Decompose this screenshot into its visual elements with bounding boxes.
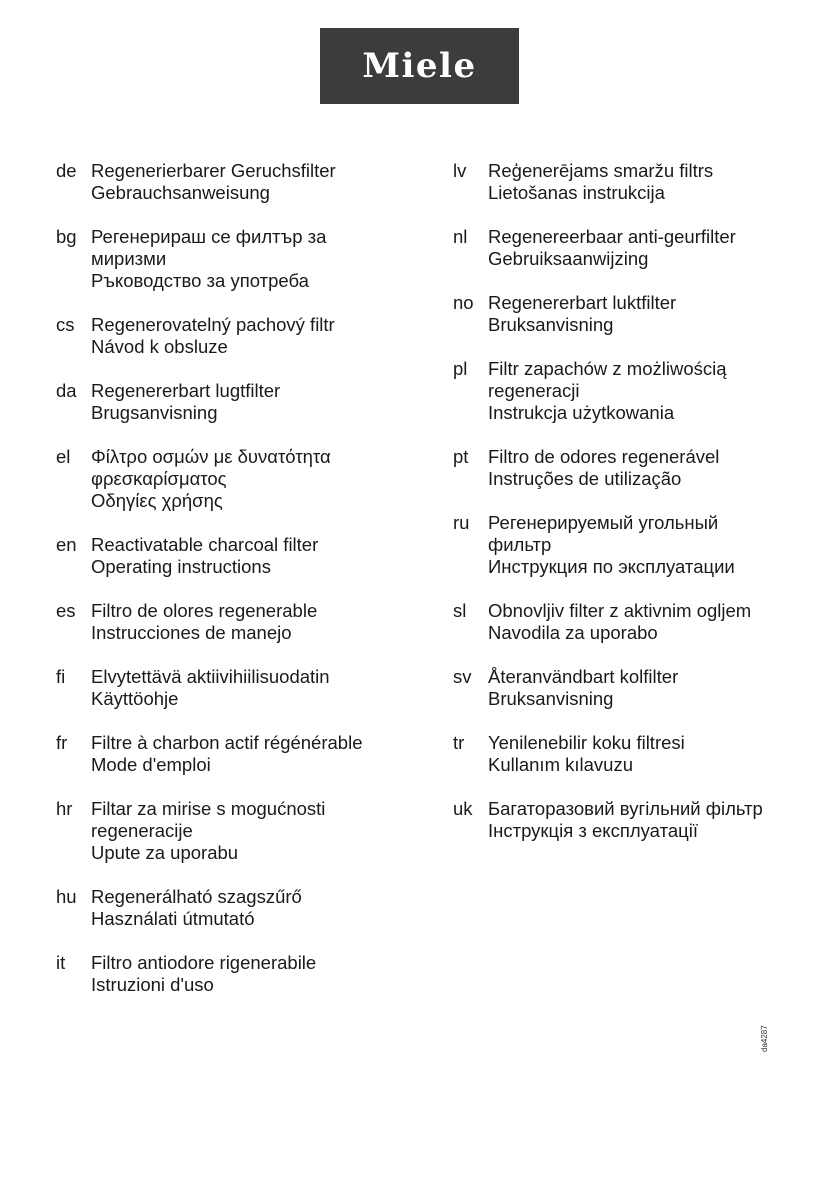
instructions-title: Instrucciones de manejo <box>91 622 292 643</box>
product-title-line: Регенерираш се филтър за <box>91 226 327 247</box>
product-title-line: regeneracije <box>91 820 193 841</box>
language-code: it <box>56 952 66 973</box>
instructions-title: Інструкція з експлуатації <box>488 820 698 841</box>
instructions-title: Gebruiksaanwijzing <box>488 248 649 269</box>
document-id: da4287 <box>760 1025 769 1052</box>
language-entry-cs <box>56 314 436 358</box>
language-text <box>91 446 436 512</box>
language-code: tr <box>453 732 465 753</box>
language-entry-de <box>56 160 436 204</box>
product-title-line: Filtro de olores regenerable <box>91 600 318 621</box>
language-text <box>488 446 823 490</box>
language-entry-tr <box>453 732 823 776</box>
language-text <box>488 732 823 776</box>
language-code: lv <box>453 160 467 181</box>
instructions-title: Käyttöohje <box>91 688 179 709</box>
language-code: fi <box>56 666 66 687</box>
language-text <box>91 886 436 930</box>
language-entry-uk <box>453 798 823 842</box>
language-entry-nl <box>453 226 823 270</box>
product-title-line: φρεσκαρίσματος <box>91 468 227 489</box>
language-text <box>488 292 823 336</box>
product-title-line: Регенерируемый угольный <box>488 512 719 533</box>
language-entry-bg <box>56 226 436 292</box>
product-title-line: Regenererbart lugtfilter <box>91 380 281 401</box>
language-code: sl <box>453 600 467 621</box>
language-code: da <box>56 380 77 401</box>
product-title-line: Elvytettävä aktiivihiilisuodatin <box>91 666 330 687</box>
right-language-column <box>453 160 823 864</box>
instructions-title: Brugsanvisning <box>91 402 218 423</box>
product-title-line: фильтр <box>488 534 552 555</box>
language-entry-lv <box>453 160 823 204</box>
language-code: uk <box>453 798 473 819</box>
language-text <box>91 534 436 578</box>
language-code: no <box>453 292 474 313</box>
language-code: de <box>56 160 77 181</box>
language-text <box>91 160 436 204</box>
language-text <box>91 600 436 644</box>
product-title-line: Φίλτρο οσμών με δυνατότητα <box>91 446 331 467</box>
language-code: el <box>56 446 71 467</box>
product-title-line: Regenerálható szagszűrő <box>91 886 302 907</box>
instructions-title: Használati útmutató <box>91 908 255 929</box>
instructions-title: Mode d'emploi <box>91 754 211 775</box>
instructions-title: Ръководство за употреба <box>91 270 309 291</box>
instructions-title: Kullanım kılavuzu <box>488 754 633 775</box>
language-entry-en <box>56 534 436 578</box>
language-code: hr <box>56 798 73 819</box>
product-title-line: Filtro antiodore rigenerabile <box>91 952 317 973</box>
instructions-title: Návod k obsluze <box>91 336 228 357</box>
language-code: fr <box>56 732 68 753</box>
instructions-title: Bruksanvisning <box>488 314 614 335</box>
language-entry-hr <box>56 798 436 864</box>
language-entry-el <box>56 446 436 512</box>
language-text <box>488 666 823 710</box>
product-title-line: Yenilenebilir koku filtresi <box>488 732 685 753</box>
instructions-title: Upute za uporabu <box>91 842 239 863</box>
language-text <box>91 732 436 776</box>
language-code: bg <box>56 226 77 247</box>
language-code: es <box>56 600 76 621</box>
language-entry-ru <box>453 512 823 578</box>
language-entry-es <box>56 600 436 644</box>
product-title-line: Багаторазовий вугільний фільтр <box>488 798 763 819</box>
language-entry-it <box>56 952 436 996</box>
brand-name: Miele <box>362 46 477 86</box>
language-entry-hu <box>56 886 436 930</box>
product-title-line: Filtar za mirise s mogućnosti <box>91 798 326 819</box>
language-entry-pl <box>453 358 823 424</box>
language-code: ru <box>453 512 470 533</box>
instructions-title: Lietošanas instrukcija <box>488 182 665 203</box>
instructions-title: Gebrauchsanweisung <box>91 182 270 203</box>
language-code: cs <box>56 314 75 335</box>
product-title-line: Obnovljiv filter z aktivnim ogljem <box>488 600 752 621</box>
language-text <box>91 226 436 292</box>
instructions-title: Operating instructions <box>91 556 271 577</box>
language-text <box>91 380 436 424</box>
language-code: en <box>56 534 77 555</box>
language-entry-no <box>453 292 823 336</box>
instructions-title: Instrukcja użytkowania <box>488 402 675 423</box>
language-entry-sl <box>453 600 823 644</box>
instructions-title: Istruzioni d'uso <box>91 974 214 995</box>
language-text <box>91 666 436 710</box>
product-title-line: Regenerovatelný pachový filtr <box>91 314 335 335</box>
product-title-line: Reģenerējams smaržu filtrs <box>488 160 714 181</box>
language-text <box>488 226 823 270</box>
language-text <box>488 600 823 644</box>
language-text <box>488 512 823 578</box>
product-title-line: Återanvändbart kolfilter <box>488 666 679 687</box>
product-title-line: Filtre à charbon actif régénérable <box>91 732 363 753</box>
language-entry-fr <box>56 732 436 776</box>
language-text <box>91 314 436 358</box>
miele-logo <box>320 28 519 104</box>
language-text <box>488 160 823 204</box>
instructions-title: Instruções de utilização <box>488 468 682 489</box>
left-language-column <box>56 160 436 1018</box>
language-code: pt <box>453 446 469 467</box>
product-title-line: миризми <box>91 248 167 269</box>
language-code: nl <box>453 226 468 247</box>
language-entry-fi <box>56 666 436 710</box>
language-entry-pt <box>453 446 823 490</box>
language-code: pl <box>453 358 468 379</box>
instructions-title: Navodila za uporabo <box>488 622 658 643</box>
language-code: hu <box>56 886 77 907</box>
language-text <box>488 798 823 842</box>
product-title-line: Reactivatable charcoal filter <box>91 534 319 555</box>
language-text <box>91 798 436 864</box>
language-text <box>91 952 436 996</box>
language-code: sv <box>453 666 472 687</box>
instructions-title: Bruksanvisning <box>488 688 614 709</box>
product-title-line: regeneracji <box>488 380 580 401</box>
instructions-title: Инструкция по эксплуатации <box>488 556 735 577</box>
product-title-line: Regenererbart luktfilter <box>488 292 677 313</box>
product-title-line: Regenereerbaar anti-geurfilter <box>488 226 736 247</box>
language-entry-sv <box>453 666 823 710</box>
product-title-line: Filtr zapachów z możliwością <box>488 358 727 379</box>
instructions-title: Οδηγίες χρήσης <box>91 490 223 511</box>
language-entry-da <box>56 380 436 424</box>
product-title-line: Regenerierbarer Geruchsfilter <box>91 160 336 181</box>
language-text <box>488 358 823 424</box>
product-title-line: Filtro de odores regenerável <box>488 446 720 467</box>
